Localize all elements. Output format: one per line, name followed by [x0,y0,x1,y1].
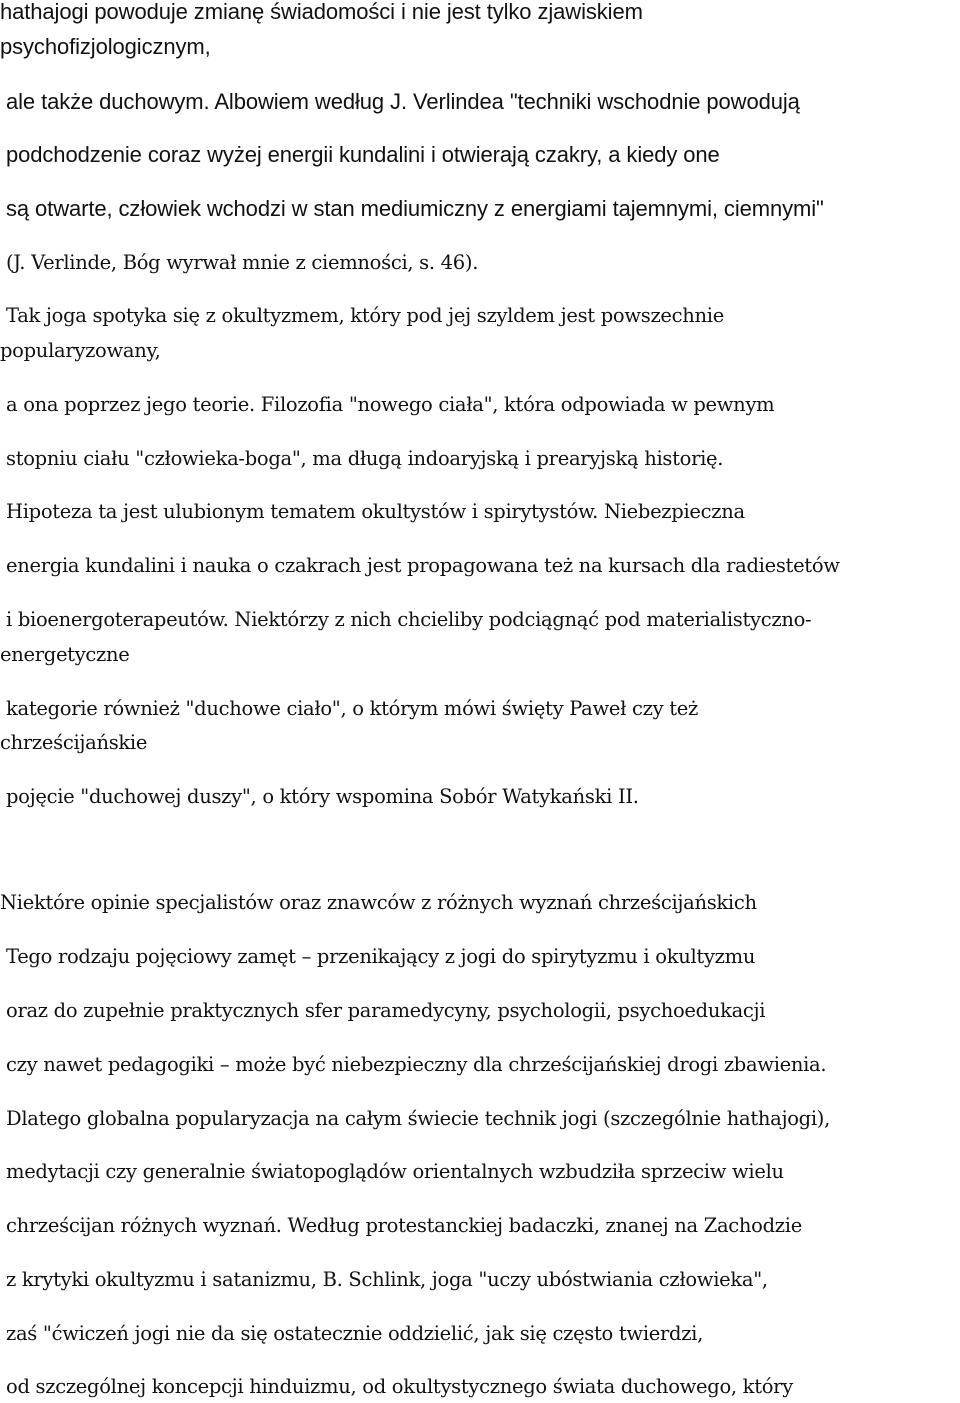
text-line: Hipoteza ta jest ulubionym tematem okultystów i spirytystów. Niebezpieczna [6,500,745,523]
text-line: kategorie również "duchowe ciało", o którym mówi święty Paweł czy też [6,697,698,720]
text-line: podchodzenie coraz wyżej energii kundalini i otwierają czakry, a kiedy one [6,142,720,167]
text-line: z krytyki okultyzmu i satanizmu, B. Schlink, joga "uczy ubóstwiania człowieka", [6,1268,768,1291]
text-line: oraz do zupełnie praktycznych sfer paramedycyny, psychologii, psychoedukacji [6,999,766,1022]
text-line: zaś "ćwiczeń jogi nie da się ostatecznie oddzielić, jak się często twierdzi, [6,1322,704,1345]
text-line: pojęcie "duchowej duszy", o który wspomina Sobór Watykański II. [6,785,639,808]
text-line: chrześcijan różnych wyznań. Według protestanckiej badaczki, znanej na Zachodzie [6,1214,802,1237]
text-line: chrześcijańskie [0,731,148,754]
text-line: są otwarte, człowiek wchodzi w stan mediumiczny z energiami tajemnymi, ciemnymi" [6,196,824,221]
text-line: psychofizjologicznym, [0,34,211,59]
text-line: stopniu ciału "człowieka-boga", ma długą indoaryjską i prearyjską historię. [6,447,724,470]
text-line: (J. Verlinde, Bóg wyrwał mnie z ciemności, s. 46). [6,251,479,274]
text-line: Dlatego globalna popularyzacja na całym świecie technik jogi (szczególnie hathajogi), [6,1107,830,1130]
text-line: Tego rodzaju pojęciowy zamęt – przenikający z jogi do spirytyzmu i okultyzmu [6,945,756,968]
text-line: medytacji czy generalnie światopoglądów orientalnych wzbudziła sprzeciw wielu [6,1160,784,1183]
text-line: od szczególnej koncepcji hinduizmu, od okultystycznego świata duchowego, który [6,1375,793,1398]
text-line: Niektóre opinie specjalistów oraz znawców z różnych wyznań chrześcijańskich [0,891,757,914]
text-line: ale także duchowym. Albowiem według J. Verlindea "techniki wschodnie powodują [6,89,800,114]
text-line: energia kundalini i nauka o czakrach jest propagowana też na kursach dla radiestetów [6,554,840,577]
text-line: energetyczne [0,643,130,666]
text-line: i bioenergoterapeutów. Niektórzy z nich chcieliby podciągnąć pod materialistyczno- [6,608,812,631]
text-line: Tak joga spotyka się z okultyzmem, który pod jej szyldem jest powszechnie [6,304,724,327]
text-line: popularyzowany, [0,339,161,362]
text-line: czy nawet pedagogiki – może być niebezpieczny dla chrześcijańskiej drogi zbawienia. [6,1053,827,1076]
text-line: a ona poprzez jego teorie. Filozofia "nowego ciała", która odpowiada w pewnym [6,393,775,416]
text-line: hathajogi powoduje zmianę świadomości i nie jest tylko zjawiskiem [0,0,643,24]
